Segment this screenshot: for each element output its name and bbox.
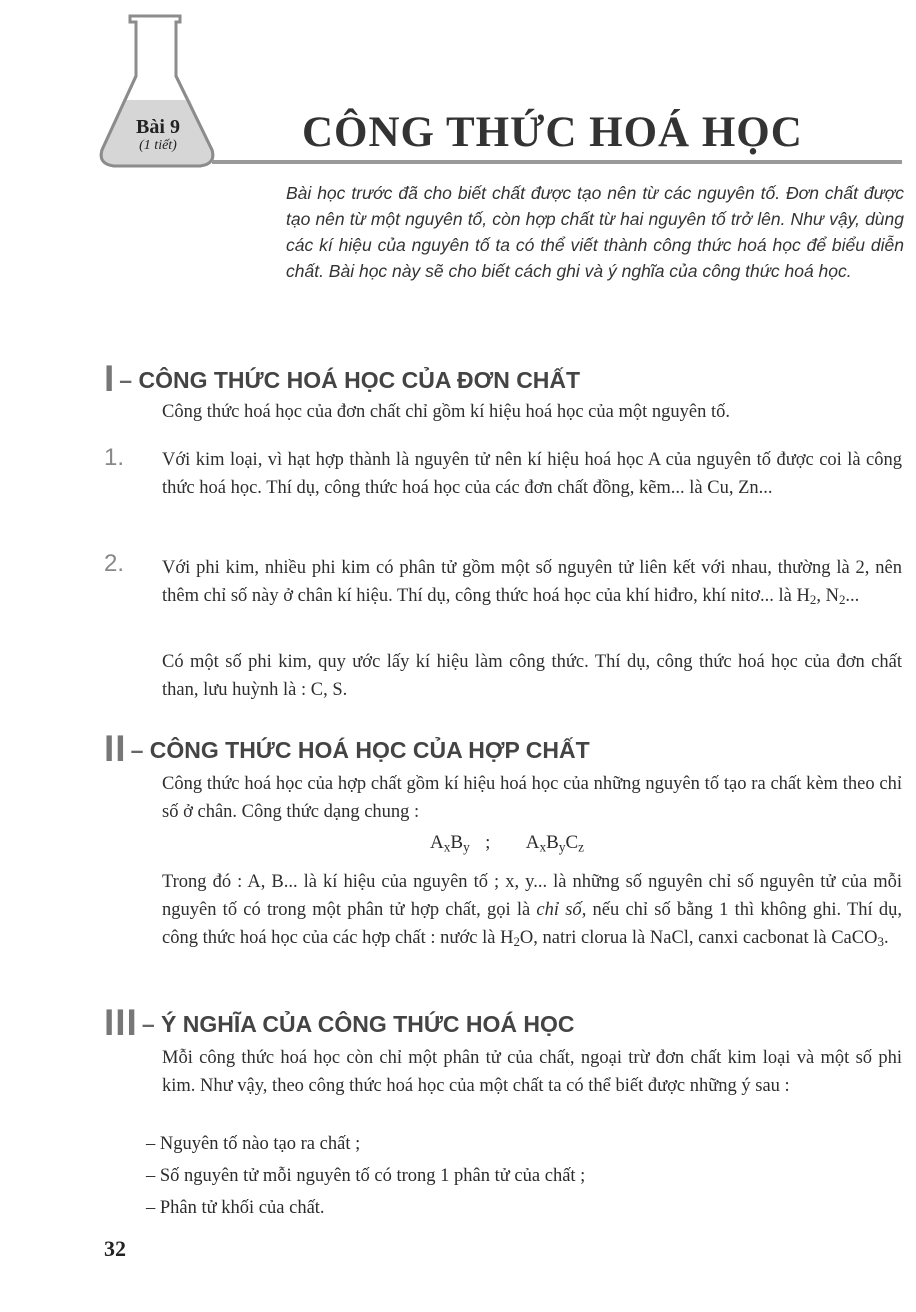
section-3-roman: III: [104, 1002, 138, 1043]
list-item: – Nguyên tố nào tạo ra chất ;: [146, 1134, 361, 1154]
section-2-lead: Công thức hoá học của hợp chất gồm kí hiệu hoá học của những nguyên tố tạo ra chất kèm theo chỉ số ở chân. Công thức dạng chung :: [162, 774, 902, 822]
section-1-lead: Công thức hoá học của đơn chất chỉ gồm kí hiệu hoá học của một nguyên tố.: [162, 402, 730, 422]
section-3-lead: Mỗi công thức hoá học còn chỉ một phân tử của chất, ngoại trừ đơn chất kim loại và một số phi kim. Như vậy, theo công thức hoá học của một chất ta có thể biết được những ý sau :: [162, 1048, 902, 1096]
title-divider: [212, 160, 902, 164]
section-1-roman: I: [104, 358, 116, 399]
general-formula: $A_xB_y$ ; $A_xB_yC_z$: [430, 832, 585, 855]
section-2-roman: II: [104, 728, 127, 769]
page-title: CÔNG THỨC HOÁ HỌC: [302, 109, 803, 156]
lesson-number: Bài 9: [136, 116, 180, 138]
section-3-dash: –: [141, 1011, 155, 1037]
page-number: 32: [104, 1236, 126, 1261]
list-item: – Phân tử khối của chất.: [146, 1198, 325, 1218]
section-2-title: CÔNG THỨC HOÁ HỌC CỦA HỢP CHẤT: [149, 737, 590, 763]
section-2-heading: [104, 728, 590, 770]
section-2-paragraph: Trong đó : A, B... là kí hiệu của nguyên tố ; x, y... là những số nguyên chỉ số nguyên tử của mỗi nguyên tố có trong một phân tử hợp chất, gọi là chỉ số, nếu chỉ số bằng 1 thì không ghi. Thí dụ, công thức hoá học của các hợp chất : nước là $H_2O$, natri clorua là NaCl, canxi cacbonat là CaCO$_3$.: [162, 872, 903, 950]
section-3-title: Ý NGHĨA CỦA CÔNG THỨC HOÁ HỌC: [161, 1011, 575, 1037]
item-2-number: 2.: [104, 550, 125, 577]
item-2-text: Với phi kim, nhiều phi kim có phân tử gồm một số nguyên tử liên kết với nhau, thường là 2, nên thêm chỉ số này ở chân kí hiệu. Thí dụ, công thức hoá học của khí hiđro, khí nitơ... là $H_2$, $N_2$...: [162, 558, 902, 608]
lesson-duration: (1 tiết): [139, 138, 177, 153]
section-1-title: CÔNG THỨC HOÁ HỌC CỦA ĐƠN CHẤT: [138, 367, 581, 393]
item-1-text: Với kim loại, vì hạt hợp thành là nguyên tử nên kí hiệu hoá học A của nguyên tố được coi là công thức hoá học. Thí dụ, công thức hoá học của các đơn chất đồng, kẽm... là Cu, Zn...: [162, 450, 902, 498]
list-item: – Số nguyên tử mỗi nguyên tố có trong 1 phân tử của chất ;: [146, 1166, 586, 1186]
section-2-dash: –: [130, 737, 144, 763]
section-1-heading: [104, 358, 580, 400]
section-1-dash: –: [119, 367, 133, 393]
section-3-heading: [104, 1002, 575, 1044]
item-1-number: 1.: [104, 444, 125, 471]
intro-paragraph: Bài học trước đã cho biết chất được tạo nên từ các nguyên tố. Đơn chất được tạo nên từ một nguyên tố, còn hợp chất từ hai nguyên tố trở lên. Như vậy, dùng các kí hiệu của nguyên tố ta có thể viết thành công thức hoá học để biểu diễn chất. Bài học này sẽ cho biết cách ghi và ý nghĩa của công thức hoá học.: [286, 183, 904, 281]
item-2-extra: Có một số phi kim, quy ước lấy kí hiệu làm công thức. Thí dụ, công thức hoá học của đơn chất than, lưu huỳnh là : C, S.: [162, 652, 902, 700]
